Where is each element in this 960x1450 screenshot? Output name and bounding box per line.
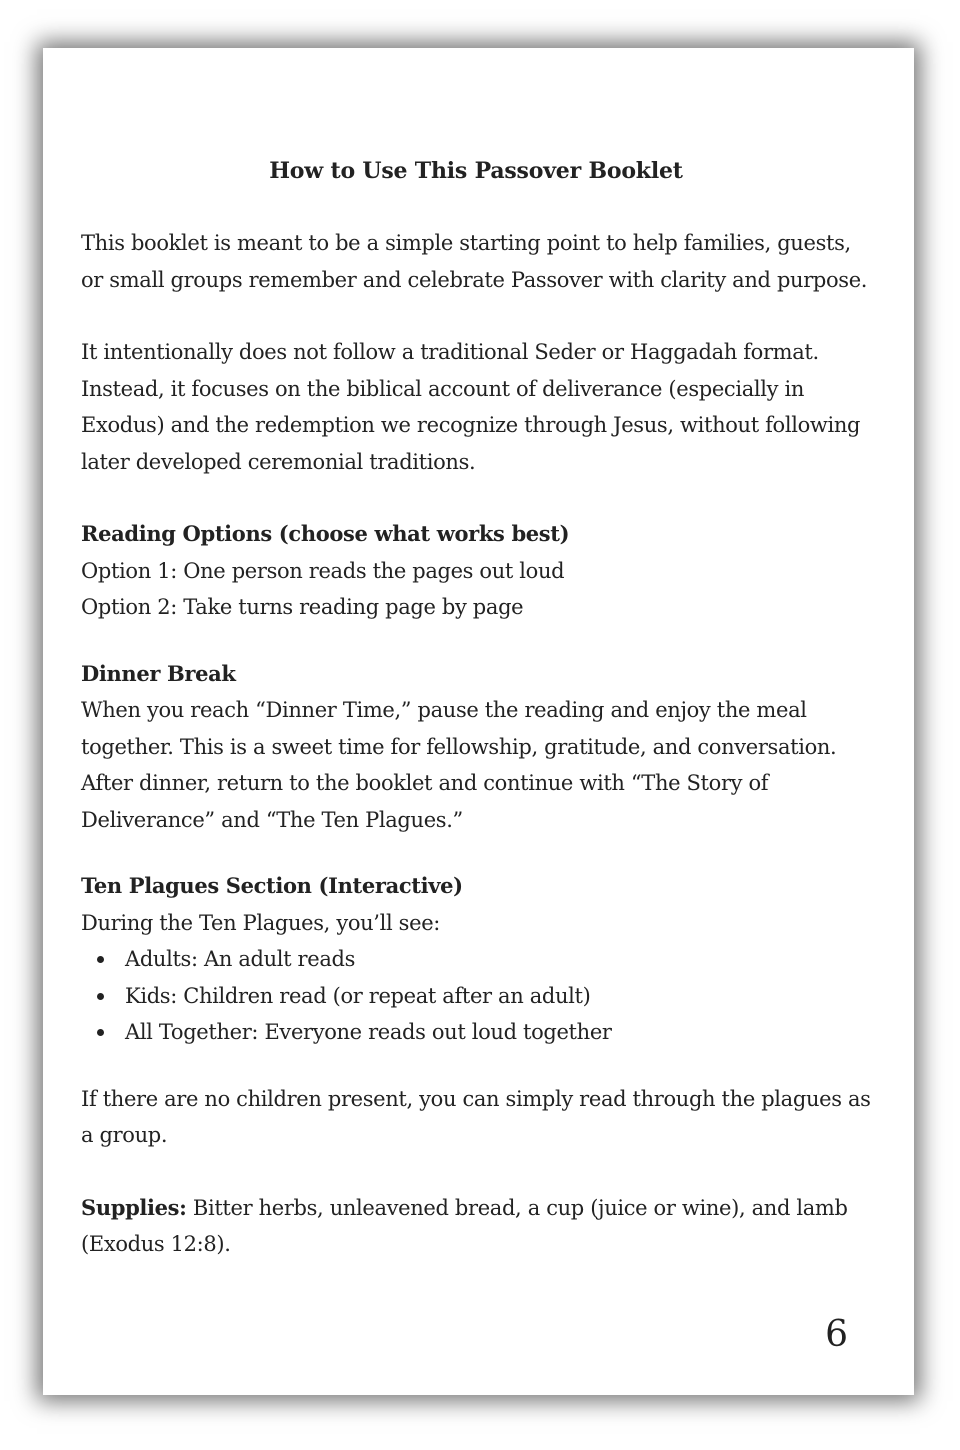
ten-plagues-heading: Ten Plagues Section (Interactive) — [81, 873, 463, 898]
bullet-icon — [97, 1029, 104, 1036]
supplies-label: Supplies: — [81, 1194, 187, 1220]
bullet-icon — [97, 956, 104, 963]
list-item-text: All Together: Everyone reads out loud together — [125, 1020, 612, 1044]
dinner-break-heading: Dinner Break — [81, 660, 236, 686]
ten-plagues-intro: During the Ten Plagues, you’ll see: — [81, 910, 440, 935]
ten-plagues-note: If there are no children present, you can simply read through the plagues as a group. — [81, 1086, 871, 1147]
page-number: 6 — [825, 1314, 848, 1355]
supplies-text: Bitter herbs, unleavened bread, a cup (juice or wine), and lamb (Exodus 12:8). — [81, 1195, 848, 1256]
list-item-text: Adults: An adult reads — [125, 947, 356, 971]
intro-paragraph-2: It intentionally does not follow a traditional Seder or Haggadah format. Instead, it focuses on the biblical account of deliverance (especially in Exodus) and the redemption we recognize through Jesus, without following later developed ceremonial traditions. — [81, 340, 861, 474]
page-title: How to Use This Passover Booklet — [269, 158, 683, 184]
page-content — [81, 153, 871, 1299]
ten-plagues-list — [81, 941, 871, 1051]
bullet-icon — [97, 993, 104, 1000]
reading-option-2: Option 2: Take turns reading page by page — [81, 595, 524, 619]
reading-options-section — [81, 516, 871, 626]
intro-paragraph-1: This booklet is meant to be a simple starting point to help families, guests, or small groups remember and celebrate Passover with clarity and purpose. — [81, 231, 868, 292]
ten-plagues-section — [81, 868, 871, 1051]
dinner-break-text: When you reach “Dinner Time,” pause the reading and enjoy the meal together. This is a sweet time for fellowship, gratitude, and conversation. After dinner, return to the booklet and continue with “The Story of Deliverance” and “The Ten Plagues.” — [81, 698, 837, 832]
booklet-page — [43, 48, 914, 1395]
list-item — [125, 1014, 871, 1051]
dinner-break-section — [81, 656, 871, 839]
list-item — [125, 941, 871, 978]
reading-option-1: Option 1: One person reads the pages out loud — [81, 558, 565, 583]
list-item-text: Kids: Children read (or repeat after an adult) — [125, 983, 591, 1008]
supplies-paragraph — [81, 1190, 871, 1263]
reading-options-heading: Reading Options (choose what works best) — [81, 521, 570, 546]
list-item — [125, 978, 871, 1015]
